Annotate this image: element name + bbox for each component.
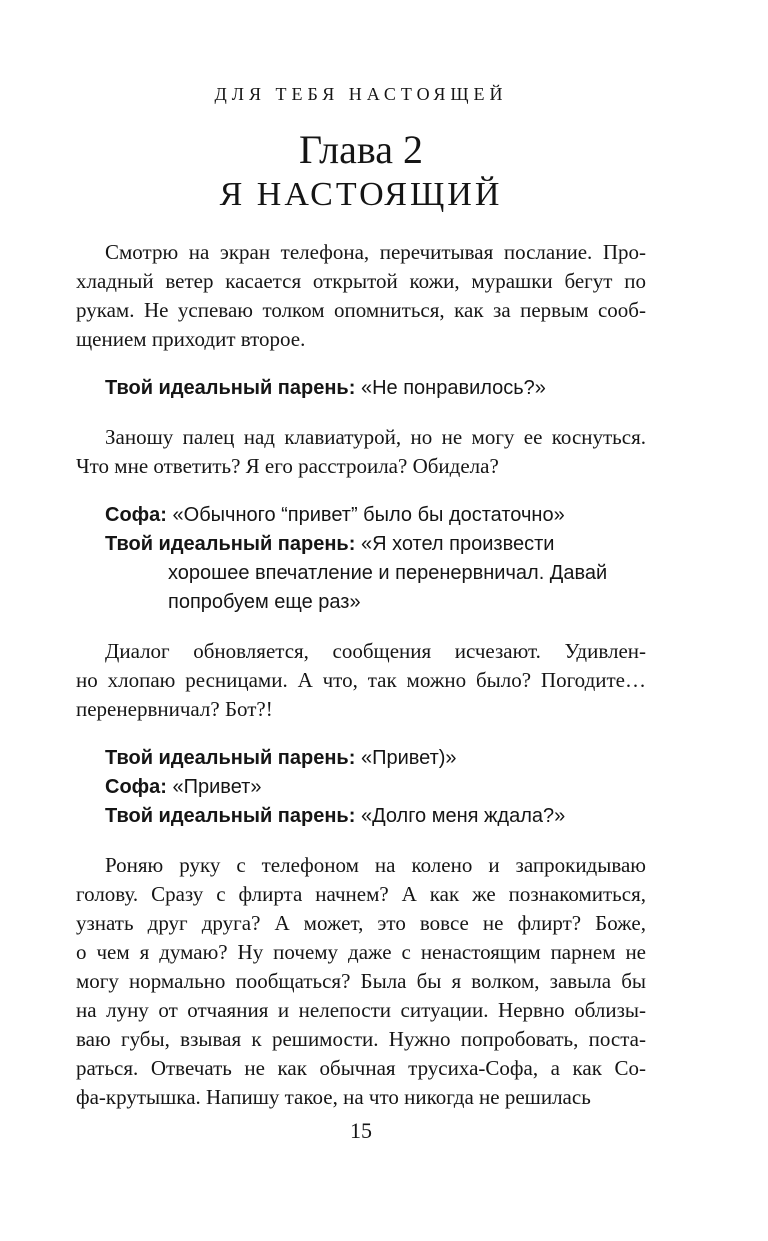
dialogue-line — [105, 501, 646, 530]
dialogue-block — [76, 501, 646, 617]
paragraph-line: Заношу палец над клавиатурой, но не могу ее коснуться. — [105, 425, 646, 449]
paragraph-line: раться. Отвечать не как обычная трусиха-Софа, а как Со- — [76, 1056, 646, 1080]
dialogue-text: «Обычного “привет” было бы достаточно» — [166, 504, 565, 526]
body-paragraph — [76, 423, 646, 481]
body-paragraph — [76, 637, 646, 724]
dialogue-line — [105, 802, 646, 831]
paragraph-line: но хлопаю ресницами. А что, так можно было? Погодите… — [76, 668, 646, 692]
chapter-number: Глава 2 — [299, 127, 423, 172]
dialogue-speaker: Софа: — [105, 776, 167, 798]
paragraph-line: на луну от отчаяния и нелепости ситуации. Нервно облизы- — [76, 998, 646, 1022]
dialogue-continuation-line: хорошее впечатление и перенервничал. Давай — [168, 562, 608, 584]
dialogue-speaker: Твой идеальный парень: — [105, 533, 356, 555]
paragraph-line: хладный ветер касается открытой кожи, мурашки бегут по — [76, 269, 646, 293]
paragraph-line: могу нормально пообщаться? Была бы я волком, завыла бы — [76, 969, 646, 993]
dialogue-text: «Не понравилось?» — [355, 377, 546, 399]
paragraph-line: Что мне ответить? Я его расстроила? Обидела? — [76, 454, 499, 478]
dialogue-block — [76, 374, 646, 403]
running-header: ДЛЯ ТЕБЯ НАСТОЯЩЕЙ — [214, 84, 508, 104]
dialogue-text: «Привет)» — [355, 747, 457, 769]
paragraph-line: фа-крутышка. Напишу такое, на что никогда не решилась — [76, 1085, 591, 1109]
paragraph-line: Смотрю на экран телефона, перечитывая послание. Про- — [105, 240, 646, 264]
dialogue-text: «Я хотел произвести — [355, 533, 555, 555]
paragraph-line: о чем я думаю? Ну почему даже с ненастоящим парнем не — [76, 940, 646, 964]
paragraph-line: ваю губы, взывая к решимости. Нужно попробовать, поста- — [76, 1027, 646, 1051]
paragraph-line: Диалог обновляется, сообщения исчезают. Удивлен- — [105, 639, 646, 663]
paragraph-line: перенервничал? Бот?! — [76, 697, 273, 721]
dialogue-continuation-line: попробуем еще раз» — [168, 591, 361, 613]
dialogue-line — [105, 773, 646, 802]
dialogue-speaker: Твой идеальный парень: — [105, 377, 356, 399]
body-paragraph — [76, 238, 646, 354]
paragraph-line: Роняю руку с телефоном на колено и запрокидываю — [105, 853, 646, 877]
paragraph-line: щением приходит второе. — [76, 327, 306, 351]
dialogue-text: «Долго меня ждала?» — [355, 805, 566, 827]
paragraph-line: узнать друг друга? А может, это вовсе не флирт? Боже, — [76, 911, 646, 935]
page-number: 15 — [350, 1118, 372, 1143]
dialogue-block — [76, 744, 646, 831]
text-block — [76, 238, 646, 1112]
paragraph-line: голову. Сразу с флирта начнем? А как же познакомиться, — [76, 882, 646, 906]
dialogue-speaker: Твой идеальный парень: — [105, 747, 356, 769]
dialogue-line — [105, 530, 646, 559]
dialogue-speaker: Софа: — [105, 504, 167, 526]
chapter-title: Я НАСТОЯЩИЙ — [219, 176, 503, 213]
body-paragraph — [76, 851, 646, 1112]
dialogue-speaker: Твой идеальный парень: — [105, 805, 356, 827]
paragraph-line: рукам. Не успеваю толком опомниться, как за первым сооб- — [76, 298, 646, 322]
dialogue-line — [105, 374, 646, 403]
dialogue-line — [105, 744, 646, 773]
dialogue-text: «Привет» — [166, 776, 262, 798]
